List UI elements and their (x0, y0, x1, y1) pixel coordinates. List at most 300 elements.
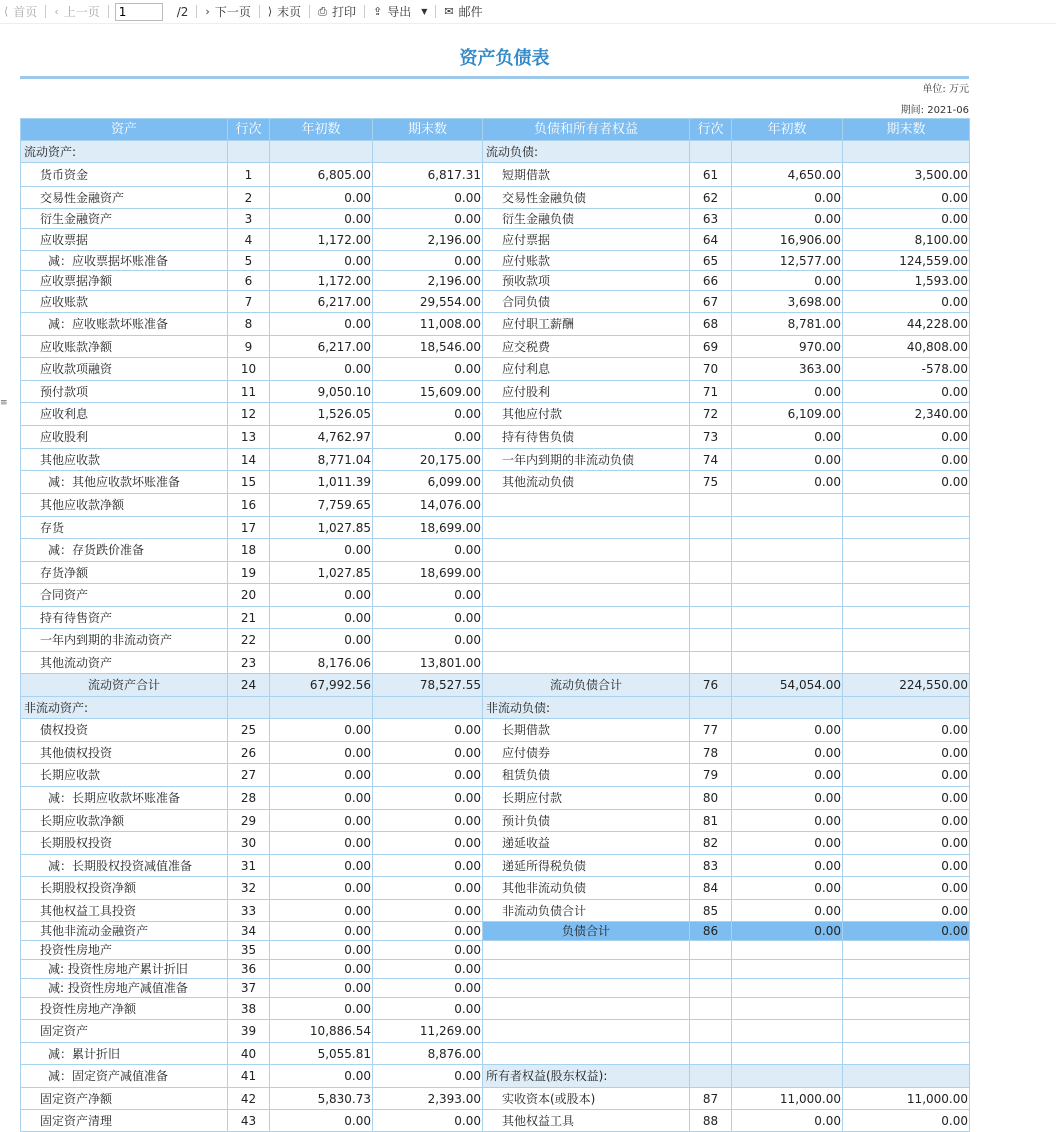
line-number: 2 (228, 187, 270, 209)
last-page-icon: ⟩ (267, 5, 273, 18)
line-number: 82 (690, 832, 732, 855)
opening-balance: 0.00 (732, 1110, 843, 1132)
opening-balance: 0.00 (270, 900, 373, 922)
opening-balance (270, 141, 373, 163)
line-number: 18 (228, 539, 270, 562)
liability-item: 应付债券 (483, 742, 690, 764)
liability-item: 租赁负债 (483, 764, 690, 787)
closing-balance (843, 941, 970, 960)
closing-balance (843, 562, 970, 584)
opening-balance (732, 517, 843, 539)
opening-balance: 0.00 (270, 313, 373, 336)
next-page-button[interactable]: › 下一页 (205, 5, 251, 19)
closing-balance: 2,340.00 (843, 403, 970, 426)
asset-item: 长期应收款净额 (21, 810, 228, 832)
line-number: 24 (228, 674, 270, 697)
asset-item: 应收票据 (21, 229, 228, 251)
line-number: 88 (690, 1110, 732, 1132)
column-header: 行次 (690, 119, 732, 141)
opening-balance: 0.00 (270, 1065, 373, 1088)
closing-balance: 0.00 (373, 251, 483, 271)
table-row (21, 742, 970, 764)
asset-item: 非流动资产: (21, 697, 228, 719)
column-header: 期末数 (843, 119, 970, 141)
table-row (21, 832, 970, 855)
closing-balance: 0.00 (373, 855, 483, 877)
opening-balance: 0.00 (732, 877, 843, 900)
line-number (690, 562, 732, 584)
opening-balance: 363.00 (732, 358, 843, 381)
closing-balance (843, 141, 970, 163)
line-number: 79 (690, 764, 732, 787)
line-number (690, 494, 732, 517)
liability-item: 非流动负债: (483, 697, 690, 719)
closing-balance: 11,000.00 (843, 1088, 970, 1110)
opening-balance: 8,781.00 (732, 313, 843, 336)
chevron-left-icon: ‹ (54, 5, 59, 18)
closing-balance: 0.00 (373, 1065, 483, 1088)
opening-balance: 4,762.97 (270, 426, 373, 449)
table-row (21, 426, 970, 449)
opening-balance: 0.00 (270, 922, 373, 941)
asset-item: 预付款项 (21, 381, 228, 403)
table-row (21, 1020, 970, 1043)
table-row (21, 922, 970, 941)
line-number: 77 (690, 719, 732, 742)
opening-balance (732, 979, 843, 998)
liability-item: 短期借款 (483, 163, 690, 187)
report-title: 资产负债表 (459, 48, 550, 69)
opening-balance: 6,217.00 (270, 336, 373, 358)
printer-icon: ⎙ (318, 4, 327, 18)
opening-balance: 6,109.00 (732, 403, 843, 426)
opening-balance: 0.00 (732, 719, 843, 742)
line-number: 70 (690, 358, 732, 381)
line-number: 14 (228, 449, 270, 471)
asset-item: 其他非流动金融资产 (21, 922, 228, 941)
line-number: 74 (690, 449, 732, 471)
opening-balance: 0.00 (270, 209, 373, 229)
table-row (21, 271, 970, 291)
asset-item: 交易性金融资产 (21, 187, 228, 209)
table-row (21, 960, 970, 979)
opening-balance: 7,759.65 (270, 494, 373, 517)
table-row (21, 494, 970, 517)
table-row (21, 381, 970, 403)
liability-item (483, 517, 690, 539)
toolbar-divider (435, 5, 436, 18)
export-icon: ⇪ (372, 5, 383, 18)
closing-balance: 0.00 (373, 719, 483, 742)
line-number: 73 (690, 426, 732, 449)
asset-item: 投资性房地产 (21, 941, 228, 960)
last-page-button[interactable]: ⟩ 末页 (267, 5, 302, 19)
closing-balance: 8,100.00 (843, 229, 970, 251)
opening-balance: 0.00 (732, 742, 843, 764)
line-number: 15 (228, 471, 270, 494)
line-number: 26 (228, 742, 270, 764)
line-number (690, 998, 732, 1020)
toolbar-divider (364, 5, 365, 18)
closing-balance: 15,609.00 (373, 381, 483, 403)
opening-balance: 1,011.39 (270, 471, 373, 494)
line-number (690, 941, 732, 960)
toolbar-divider (45, 5, 46, 18)
asset-item: 持有待售资产 (21, 607, 228, 629)
liability-item: 应付利息 (483, 358, 690, 381)
table-row (21, 607, 970, 629)
liability-item (483, 494, 690, 517)
table-row (21, 229, 970, 251)
mail-button[interactable]: ✉ 邮件 (444, 5, 483, 19)
first-page-button[interactable]: ⟨ 首页 (4, 5, 38, 19)
opening-balance (732, 607, 843, 629)
asset-item: 应收账款 (21, 291, 228, 313)
opening-balance: 0.00 (732, 855, 843, 877)
opening-balance: 0.00 (270, 607, 373, 629)
liability-item: 应付票据 (483, 229, 690, 251)
closing-balance (843, 1020, 970, 1043)
table-row (21, 1065, 970, 1088)
table-row (21, 855, 970, 877)
closing-balance: 0.00 (373, 877, 483, 900)
closing-balance: 0.00 (373, 584, 483, 607)
opening-balance: 0.00 (732, 381, 843, 403)
liability-item (483, 584, 690, 607)
closing-balance: 0.00 (373, 764, 483, 787)
table-row (21, 562, 970, 584)
closing-balance: 0.00 (373, 832, 483, 855)
opening-balance: 0.00 (270, 787, 373, 810)
liability-item (483, 960, 690, 979)
opening-balance: 3,698.00 (732, 291, 843, 313)
table-header-row (21, 119, 970, 141)
asset-item: 固定资产清理 (21, 1110, 228, 1132)
liability-item (483, 607, 690, 629)
asset-item: 长期股权投资 (21, 832, 228, 855)
liability-item: 非流动负债合计 (483, 900, 690, 922)
opening-balance: 10,886.54 (270, 1020, 373, 1043)
closing-balance (843, 1043, 970, 1065)
opening-balance: 0.00 (270, 855, 373, 877)
closing-balance (373, 141, 483, 163)
liability-item: 应交税费 (483, 336, 690, 358)
toolbar-divider (259, 5, 260, 18)
asset-item: 应收款项融资 (21, 358, 228, 381)
closing-balance: 6,099.00 (373, 471, 483, 494)
line-number (690, 652, 732, 674)
table-row (21, 291, 970, 313)
closing-balance: 0.00 (373, 607, 483, 629)
asset-item: 应收票据净额 (21, 271, 228, 291)
opening-balance (732, 562, 843, 584)
column-header: 负债和所有者权益 (483, 119, 690, 141)
opening-balance (732, 1043, 843, 1065)
closing-balance: 224,550.00 (843, 674, 970, 697)
opening-balance: 0.00 (270, 719, 373, 742)
asset-item: 货币资金 (21, 163, 228, 187)
opening-balance: 0.00 (732, 922, 843, 941)
line-number: 29 (228, 810, 270, 832)
side-handle-icon[interactable]: ≡ (0, 398, 8, 408)
line-number: 66 (690, 271, 732, 291)
opening-balance: 9,050.10 (270, 381, 373, 403)
line-number (690, 697, 732, 719)
opening-balance: 8,771.04 (270, 449, 373, 471)
closing-balance: 0.00 (843, 426, 970, 449)
opening-balance (732, 697, 843, 719)
liability-item: 其他应付款 (483, 403, 690, 426)
closing-balance: 18,699.00 (373, 517, 483, 539)
closing-balance: 0.00 (373, 187, 483, 209)
title-underline (20, 76, 969, 79)
opening-balance: 0.00 (732, 810, 843, 832)
closing-balance: 0.00 (843, 187, 970, 209)
line-number: 39 (228, 1020, 270, 1043)
opening-balance: 0.00 (732, 787, 843, 810)
line-number: 43 (228, 1110, 270, 1132)
report-unit: 单位: 万元 (922, 84, 969, 95)
export-button[interactable]: ⇪ 导出 ▼ (372, 5, 428, 19)
closing-balance: 0.00 (373, 742, 483, 764)
liability-item (483, 652, 690, 674)
opening-balance: 0.00 (270, 1110, 373, 1132)
toolbar-divider (196, 5, 197, 18)
closing-balance: 0.00 (373, 1110, 483, 1132)
closing-balance (843, 697, 970, 719)
table-row (21, 403, 970, 426)
opening-balance: 0.00 (732, 764, 843, 787)
opening-balance: 0.00 (270, 941, 373, 960)
column-header: 年初数 (732, 119, 843, 141)
line-number: 72 (690, 403, 732, 426)
asset-item: 存货净额 (21, 562, 228, 584)
line-number: 65 (690, 251, 732, 271)
opening-balance: 0.00 (270, 832, 373, 855)
closing-balance: 0.00 (373, 960, 483, 979)
closing-balance: 0.00 (843, 742, 970, 764)
line-number (690, 517, 732, 539)
closing-balance: 1,593.00 (843, 271, 970, 291)
line-number: 81 (690, 810, 732, 832)
closing-balance: 0.00 (373, 810, 483, 832)
closing-balance (843, 998, 970, 1020)
line-number: 30 (228, 832, 270, 855)
liability-item (483, 979, 690, 998)
closing-balance: 0.00 (843, 209, 970, 229)
opening-balance (732, 941, 843, 960)
opening-balance: 0.00 (270, 979, 373, 998)
opening-balance: 0.00 (732, 426, 843, 449)
line-number: 38 (228, 998, 270, 1020)
first-page-icon: ⟨ (4, 5, 9, 18)
line-number: 19 (228, 562, 270, 584)
opening-balance: 1,027.85 (270, 517, 373, 539)
opening-balance: 1,027.85 (270, 562, 373, 584)
closing-balance (843, 539, 970, 562)
line-number: 71 (690, 381, 732, 403)
closing-balance: 44,228.00 (843, 313, 970, 336)
table-row (21, 900, 970, 922)
line-number (228, 697, 270, 719)
liability-item: 预计负债 (483, 810, 690, 832)
closing-balance: 0.00 (843, 449, 970, 471)
asset-item: 其他债权投资 (21, 742, 228, 764)
asset-item: 其他应收款 (21, 449, 228, 471)
liability-item: 负债合计 (483, 922, 690, 941)
line-number: 64 (690, 229, 732, 251)
liability-item: 其他非流动负债 (483, 877, 690, 900)
asset-item: 固定资产 (21, 1020, 228, 1043)
table-row (21, 539, 970, 562)
asset-item: 减：应收票据坏账准备 (21, 251, 228, 271)
table-row (21, 941, 970, 960)
line-number (690, 1043, 732, 1065)
print-button[interactable]: ⎙ 打印 (318, 4, 356, 19)
line-number: 67 (690, 291, 732, 313)
prev-page-button[interactable]: ‹ 上一页 (54, 5, 100, 19)
asset-item: 长期股权投资净额 (21, 877, 228, 900)
opening-balance: 16,906.00 (732, 229, 843, 251)
liability-item (483, 562, 690, 584)
liability-item (483, 1020, 690, 1043)
closing-balance: 0.00 (373, 941, 483, 960)
opening-balance (270, 697, 373, 719)
asset-item: 减：长期应收款坏账准备 (21, 787, 228, 810)
opening-balance (732, 141, 843, 163)
closing-balance: 124,559.00 (843, 251, 970, 271)
closing-balance: -578.00 (843, 358, 970, 381)
closing-balance: 0.00 (843, 900, 970, 922)
table-row (21, 877, 970, 900)
line-number: 21 (228, 607, 270, 629)
chevron-right-icon: › (205, 5, 210, 18)
closing-balance (843, 584, 970, 607)
asset-item: 应收利息 (21, 403, 228, 426)
line-number: 11 (228, 381, 270, 403)
balance-sheet-table (20, 118, 970, 1132)
opening-balance: 1,172.00 (270, 229, 373, 251)
column-header: 行次 (228, 119, 270, 141)
liability-item: 长期借款 (483, 719, 690, 742)
asset-item: 流动资产合计 (21, 674, 228, 697)
opening-balance: 0.00 (732, 187, 843, 209)
closing-balance: 18,699.00 (373, 562, 483, 584)
closing-balance: 3,500.00 (843, 163, 970, 187)
opening-balance: 0.00 (270, 187, 373, 209)
opening-balance (732, 652, 843, 674)
liability-item: 衍生金融负债 (483, 209, 690, 229)
asset-item: 减: 投资性房地产累计折旧 (21, 960, 228, 979)
opening-balance: 0.00 (732, 449, 843, 471)
asset-item: 其他应收款净额 (21, 494, 228, 517)
asset-item: 减: 投资性房地产减值准备 (21, 979, 228, 998)
liability-item: 流动负债: (483, 141, 690, 163)
liability-item: 其他流动负债 (483, 471, 690, 494)
opening-balance: 0.00 (270, 742, 373, 764)
closing-balance: 13,801.00 (373, 652, 483, 674)
line-number: 75 (690, 471, 732, 494)
closing-balance: 0.00 (373, 787, 483, 810)
line-number: 10 (228, 358, 270, 381)
opening-balance: 0.00 (270, 998, 373, 1020)
line-number: 9 (228, 336, 270, 358)
opening-balance: 0.00 (732, 209, 843, 229)
table-row (21, 697, 970, 719)
liability-item (483, 998, 690, 1020)
line-number: 85 (690, 900, 732, 922)
liability-item: 一年内到期的非流动负债 (483, 449, 690, 471)
liability-item (483, 629, 690, 652)
table-row (21, 979, 970, 998)
line-number: 5 (228, 251, 270, 271)
page-number-input[interactable] (115, 3, 163, 21)
line-number (228, 141, 270, 163)
liability-item: 应付账款 (483, 251, 690, 271)
closing-balance: 0.00 (373, 922, 483, 941)
line-number: 3 (228, 209, 270, 229)
opening-balance: 1,172.00 (270, 271, 373, 291)
closing-balance: 0.00 (843, 1110, 970, 1132)
closing-balance: 11,269.00 (373, 1020, 483, 1043)
line-number: 41 (228, 1065, 270, 1088)
closing-balance: 0.00 (843, 810, 970, 832)
closing-balance: 78,527.55 (373, 674, 483, 697)
line-number: 84 (690, 877, 732, 900)
liability-item (483, 941, 690, 960)
asset-item: 债权投资 (21, 719, 228, 742)
column-header: 期末数 (373, 119, 483, 141)
line-number: 87 (690, 1088, 732, 1110)
opening-balance: 0.00 (270, 764, 373, 787)
opening-balance: 0.00 (270, 629, 373, 652)
asset-item: 减：长期股权投资减值准备 (21, 855, 228, 877)
liability-item: 应付股利 (483, 381, 690, 403)
opening-balance (732, 494, 843, 517)
closing-balance: 0.00 (373, 900, 483, 922)
opening-balance: 5,830.73 (270, 1088, 373, 1110)
table-row (21, 674, 970, 697)
line-number: 86 (690, 922, 732, 941)
closing-balance: 8,876.00 (373, 1043, 483, 1065)
asset-item: 一年内到期的非流动资产 (21, 629, 228, 652)
closing-balance (843, 1065, 970, 1088)
table-row (21, 449, 970, 471)
closing-balance: 14,076.00 (373, 494, 483, 517)
asset-item: 投资性房地产净额 (21, 998, 228, 1020)
closing-balance (843, 629, 970, 652)
opening-balance (732, 1065, 843, 1088)
opening-balance: 0.00 (732, 471, 843, 494)
line-number: 13 (228, 426, 270, 449)
closing-balance: 0.00 (843, 922, 970, 941)
table-row (21, 471, 970, 494)
asset-item: 长期应收款 (21, 764, 228, 787)
table-row (21, 810, 970, 832)
liability-item: 递延所得税负债 (483, 855, 690, 877)
line-number: 25 (228, 719, 270, 742)
asset-item: 合同资产 (21, 584, 228, 607)
closing-balance: 0.00 (373, 426, 483, 449)
line-number: 35 (228, 941, 270, 960)
opening-balance (732, 539, 843, 562)
asset-item: 衍生金融资产 (21, 209, 228, 229)
line-number: 61 (690, 163, 732, 187)
opening-balance: 1,526.05 (270, 403, 373, 426)
opening-balance: 0.00 (270, 251, 373, 271)
asset-item: 减：其他应收款坏账准备 (21, 471, 228, 494)
closing-balance: 0.00 (843, 832, 970, 855)
